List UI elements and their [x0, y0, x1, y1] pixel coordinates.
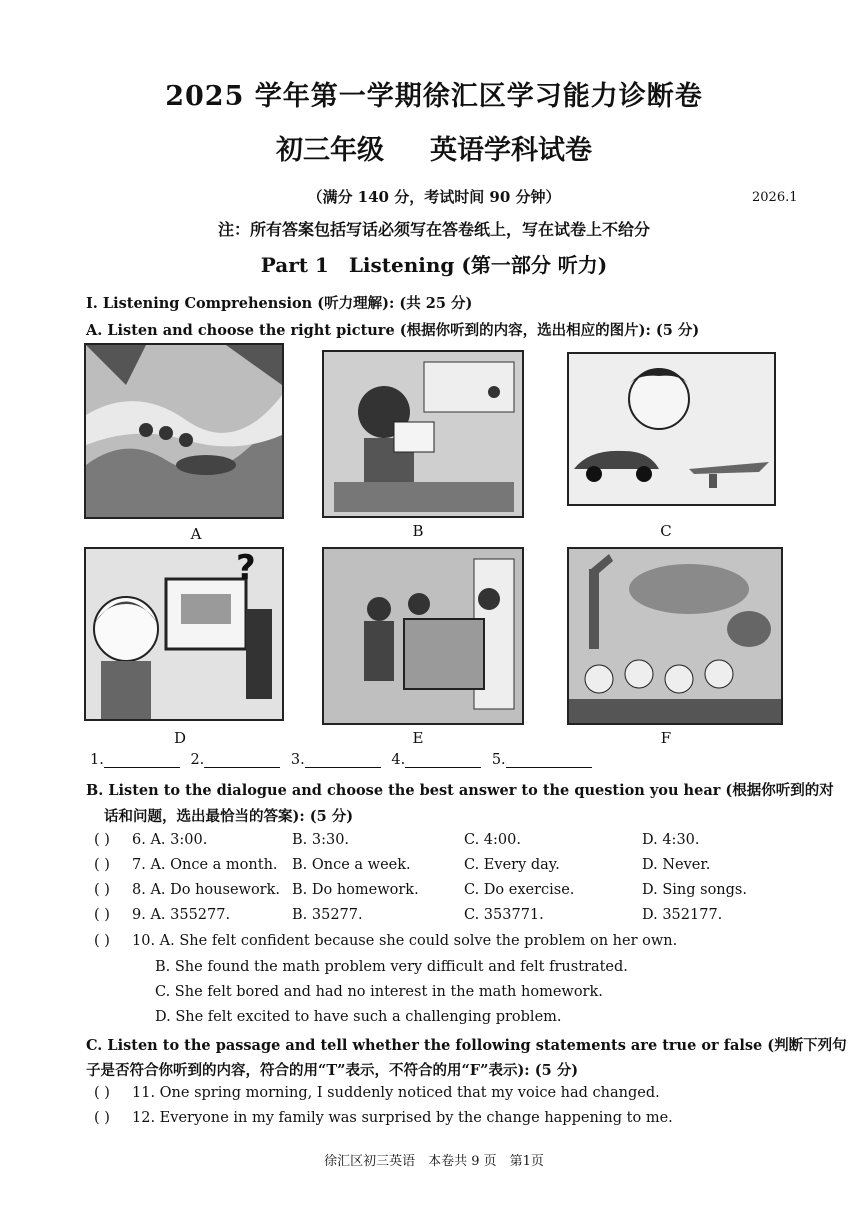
picture-a [84, 343, 284, 519]
blank-4[interactable] [405, 753, 481, 768]
option-b: B. Once a week. [292, 857, 411, 873]
picture-b [322, 350, 524, 518]
option-c: C. 353771. [464, 907, 544, 923]
answer-note: 注：所有答案包括写话必须写在答卷纸上，写在试卷上不给分 [217, 220, 650, 239]
part-b-heading-cont: 话和问题，选出最恰当的答案): (5 分) [104, 808, 354, 825]
option-b: B. She found the math problem very difficult and felt frustrated. [155, 959, 628, 975]
svg-text:?: ? [236, 549, 256, 588]
subject-label: 英语学科试卷 [430, 135, 592, 166]
blank-number: 1. [90, 752, 104, 768]
answer-paren[interactable]: ( ) [94, 907, 110, 923]
blank-3[interactable] [305, 753, 381, 768]
picture-label-b: B [412, 522, 424, 540]
picture-d [84, 547, 284, 721]
moving-box-illustration [324, 549, 522, 723]
option-b: B. Do homework. [292, 882, 419, 898]
option-b: B. 35277. [292, 907, 363, 923]
answer-blanks [90, 752, 598, 768]
statement: 12. Everyone in my family was surprised by the change happening to me. [132, 1110, 673, 1126]
classroom-illustration [324, 352, 522, 516]
option-a: 9. A. 355277. [132, 907, 231, 923]
answer-paren[interactable]: ( ) [94, 1110, 110, 1126]
option-c: C. Do exercise. [464, 882, 575, 898]
option-a: 10. A. She felt confident because she could solve the problem on her own. [132, 933, 678, 949]
answer-paren[interactable]: ( ) [94, 857, 110, 873]
option-c: C. Every day. [464, 857, 560, 873]
picture-label-d: D [173, 729, 187, 747]
part-c-heading-cont: 子是否符合你听到的内容，符合的用“T”表示，不符合的用“F”表示): (5 分) [86, 1062, 579, 1079]
section-heading: I. Listening Comprehension (听力理解): (共 25 分) [86, 295, 473, 312]
option-d: D. Sing songs. [642, 882, 747, 898]
answer-paren[interactable]: ( ) [94, 882, 110, 898]
option-b: B. 3:30. [292, 832, 350, 848]
picture-e [322, 547, 524, 725]
rafting-illustration [86, 345, 282, 517]
option-c: C. 4:00. [464, 832, 521, 848]
picture-label-f: F [660, 729, 672, 747]
girl-computer-illustration [86, 549, 282, 719]
picture-f [567, 547, 783, 725]
picture-c [567, 352, 776, 506]
exam-title: 2025 学年第一学期徐汇区学习能力诊断卷 [165, 81, 703, 112]
score-time: （满分 140 分，考试时间 90 分钟） [307, 188, 561, 206]
boy-car-plane-illustration [569, 354, 774, 504]
page-footer: 徐汇区初三英语 本卷共 9 页 第1页 [324, 1154, 544, 1169]
option-d: D. She felt excited to have such a challenging problem. [155, 1009, 562, 1025]
part-a-heading: A. Listen and choose the right picture (根据你听到的内容，选出相应的图片): (5 分) [86, 322, 700, 339]
zoo-illustration [569, 549, 781, 723]
blank-1[interactable] [104, 753, 180, 768]
answer-paren[interactable]: ( ) [94, 933, 110, 949]
option-c: C. She felt bored and had no interest in the math homework. [155, 984, 603, 1000]
option-a: 8. A. Do housework. [132, 882, 280, 898]
blank-number: 2. [190, 752, 205, 768]
picture-label-a: A [190, 525, 202, 543]
blank-number: 5. [491, 752, 506, 768]
part-heading: Part 1 Listening (第一部分 听力) [260, 253, 608, 277]
answer-paren[interactable]: ( ) [94, 1085, 110, 1101]
option-d: D. 352177. [642, 907, 723, 923]
picture-label-c: C [660, 522, 672, 540]
exam-subtitle [0, 128, 868, 167]
option-a: 7. A. Once a month. [132, 857, 278, 873]
blank-number: 4. [391, 752, 406, 768]
blank-2[interactable] [204, 753, 280, 768]
answer-paren[interactable]: ( ) [94, 832, 110, 848]
part-b-heading: B. Listen to the dialogue and choose the best answer to the question you hear (根据你听到的对 [86, 782, 834, 799]
option-d: D. 4:30. [642, 832, 700, 848]
picture-label-e: E [412, 729, 424, 747]
exam-date: 2026.1 [752, 190, 798, 205]
option-d: D. Never. [642, 857, 711, 873]
blank-number: 3. [290, 752, 305, 768]
option-a: 6. A. 3:00. [132, 832, 208, 848]
statement: 11. One spring morning, I suddenly noticed that my voice had changed. [132, 1085, 660, 1101]
part-c-heading: C. Listen to the passage and tell whether the following statements are true or false (判断下列句 [86, 1037, 847, 1054]
grade-label: 初三年级 [276, 135, 384, 166]
blank-5[interactable] [506, 753, 592, 768]
